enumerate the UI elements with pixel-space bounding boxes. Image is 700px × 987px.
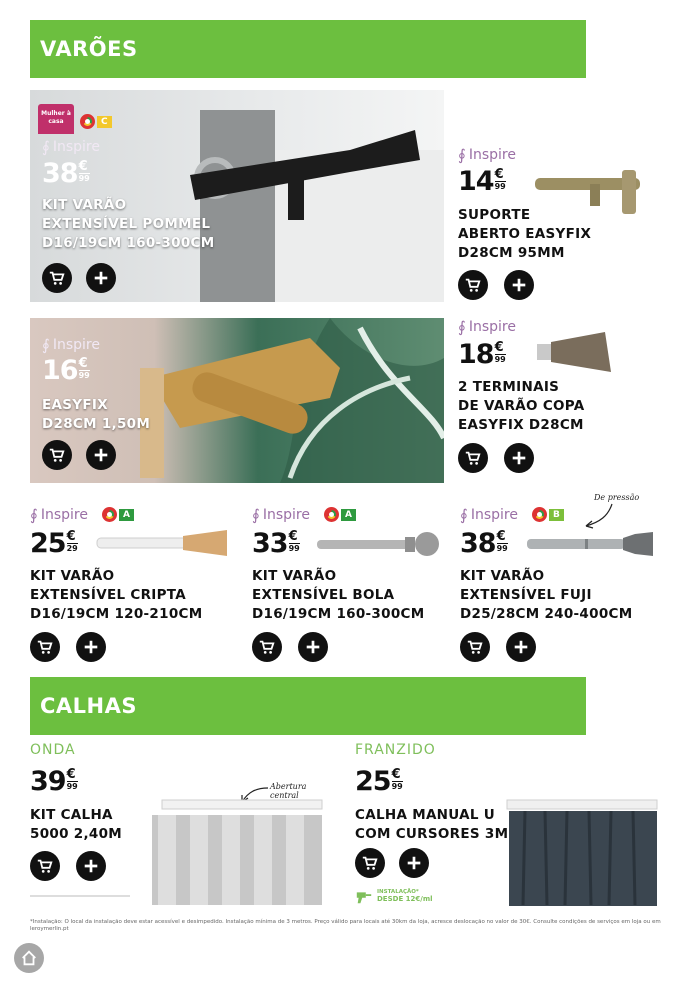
- price: [355, 768, 403, 795]
- price-cents: 99: [78, 174, 90, 183]
- price-cents: 99: [391, 782, 403, 791]
- price-integer: 16: [42, 355, 78, 386]
- title-line: D25/28CM 240-400CM: [460, 606, 633, 622]
- title-line: KIT VARÃO: [252, 568, 337, 584]
- title-line: DE VARÃO COPA: [458, 398, 585, 414]
- energy-icon: [532, 507, 547, 522]
- brand-label: [42, 336, 100, 354]
- price-cents: 99: [494, 355, 506, 364]
- energy-badge: [324, 507, 356, 522]
- price: [460, 530, 508, 557]
- add-to-cart-button[interactable]: [30, 632, 60, 662]
- brand-name: Inspire: [470, 507, 518, 523]
- add-to-cart-button[interactable]: [458, 270, 488, 300]
- price-cents: 99: [494, 182, 506, 191]
- plus-icon: [82, 638, 100, 656]
- price: [252, 530, 300, 557]
- price-integer: 14: [458, 166, 494, 197]
- add-button[interactable]: [298, 632, 328, 662]
- price-cents: 29: [66, 544, 78, 553]
- add-to-cart-button[interactable]: [42, 440, 72, 470]
- title-line: CALHA MANUAL U: [355, 807, 496, 823]
- subcategory-label: ONDA: [30, 742, 76, 758]
- energy-icon: [80, 114, 95, 129]
- brand-label: [458, 146, 516, 164]
- energy-letter: A: [341, 509, 356, 521]
- install-price: DESDE 12€/ml: [377, 895, 433, 903]
- title-line: EXTENSÍVEL FUJI: [460, 587, 592, 603]
- add-button[interactable]: [399, 848, 429, 878]
- add-to-cart-button[interactable]: [458, 443, 488, 473]
- inspire-logo-icon: ∮: [42, 138, 50, 156]
- title-line: D16/19CM 120-210CM: [30, 606, 203, 622]
- title-line: D28CM 1,50M: [42, 416, 151, 432]
- price-integer: 25: [30, 528, 66, 559]
- price-currency: €: [78, 159, 88, 174]
- cart-icon: [36, 638, 54, 656]
- callout-text: Abertura central: [270, 782, 307, 800]
- add-button[interactable]: [506, 632, 536, 662]
- subcategory-label: FRANZIDO: [355, 742, 436, 758]
- price-currency: €: [494, 167, 504, 182]
- price: [42, 160, 90, 187]
- rod-cripta-illustration: [95, 528, 230, 558]
- plus-icon: [510, 449, 528, 467]
- brand-name: Inspire: [40, 507, 88, 523]
- add-to-cart-button[interactable]: [42, 263, 72, 293]
- add-button[interactable]: [504, 270, 534, 300]
- add-button[interactable]: [76, 851, 106, 881]
- inspire-logo-icon: ∮: [460, 506, 468, 524]
- product-title: [458, 378, 585, 435]
- energy-letter: A: [119, 509, 134, 521]
- price-integer: 25: [355, 766, 391, 797]
- callout-pressao: [594, 493, 639, 502]
- price-integer: 39: [30, 766, 66, 797]
- divider: [30, 895, 130, 897]
- product-title: [460, 567, 632, 624]
- brand-name: Inspire: [52, 337, 100, 353]
- price-currency: €: [494, 340, 504, 355]
- title-line: EXTENSÍVEL POMMEL: [42, 216, 211, 232]
- price-currency: €: [496, 529, 506, 544]
- price: [458, 168, 506, 195]
- product-title: [458, 206, 591, 263]
- add-to-cart-button[interactable]: [460, 632, 490, 662]
- energy-badge: [80, 114, 112, 129]
- plus-icon: [92, 446, 110, 464]
- title-line: D16/19CM 160-300CM: [42, 235, 215, 251]
- brand-label: [252, 506, 310, 524]
- price-currency: €: [78, 356, 88, 371]
- price-cents: 99: [288, 544, 300, 553]
- energy-letter: B: [549, 509, 564, 521]
- product-title: [42, 396, 150, 434]
- section-title: VARÕES: [40, 37, 138, 61]
- title-line: EASYFIX: [42, 397, 108, 413]
- title-line: KIT VARÃO: [460, 568, 545, 584]
- plus-icon: [510, 276, 528, 294]
- price-currency: €: [66, 529, 76, 544]
- price: [30, 530, 78, 557]
- price-currency: €: [288, 529, 298, 544]
- section-header-varoes: [30, 20, 586, 78]
- badge-mulher-casa: [38, 104, 74, 134]
- plus-icon: [405, 854, 423, 872]
- add-button[interactable]: [86, 440, 116, 470]
- price-currency: €: [66, 767, 76, 782]
- brand-label: [30, 506, 88, 524]
- price: [458, 341, 506, 368]
- product-title: [252, 567, 424, 624]
- brand-name: Inspire: [468, 319, 516, 335]
- inspire-logo-icon: ∮: [30, 506, 38, 524]
- price-integer: 38: [460, 528, 496, 559]
- energy-badge: [532, 507, 564, 522]
- section-header-calhas: [30, 677, 586, 735]
- title-line: EXTENSÍVEL BOLA: [252, 587, 395, 603]
- cart-icon: [258, 638, 276, 656]
- product-title: [42, 196, 214, 253]
- plus-icon: [82, 857, 100, 875]
- plus-icon: [512, 638, 530, 656]
- title-line: 5000 2,40M: [30, 826, 123, 842]
- add-to-cart-button[interactable]: [355, 848, 385, 878]
- installation-badge: [355, 887, 433, 905]
- inspire-logo-icon: ∮: [252, 506, 260, 524]
- title-line: ABERTO EASYFIX: [458, 226, 592, 242]
- brand-label: [42, 138, 100, 156]
- title-line: SUPORTE: [458, 207, 531, 223]
- footnote: *Instalação: O local da instalação deve estar acessível e desimpedido. Instalação mínima de 3 metros. Preço válido para locais até 30km da loja, acresce deslocação no valor de 30€. Consulte condições de serviços em loja ou em leroymerlin.pt: [30, 919, 661, 932]
- title-line: EASYFIX D28CM: [458, 417, 584, 433]
- title-line: KIT CALHA: [30, 807, 113, 823]
- rod-bola-illustration: [315, 526, 440, 562]
- price-integer: 33: [252, 528, 288, 559]
- wave-curtain-illustration: [150, 797, 325, 905]
- inspire-logo-icon: ∮: [458, 318, 466, 336]
- title-line: KIT VARÃO: [42, 197, 127, 213]
- price-integer: 18: [458, 339, 494, 370]
- title-line: COM CURSORES 3M: [355, 826, 509, 842]
- energy-badge: [102, 507, 134, 522]
- finial-illustration: [535, 330, 615, 375]
- rod-fuji-illustration: [525, 528, 655, 560]
- product-title: [355, 806, 508, 844]
- title-line: D16/19CM 160-300CM: [252, 606, 425, 622]
- title-line: D28CM 95MM: [458, 245, 565, 261]
- energy-icon: [102, 507, 117, 522]
- brand-name: Inspire: [468, 147, 516, 163]
- brand-label: [460, 506, 518, 524]
- price-cents: 99: [496, 544, 508, 553]
- add-to-cart-button[interactable]: [30, 851, 60, 881]
- section-title: CALHAS: [40, 694, 137, 718]
- add-button[interactable]: [86, 263, 116, 293]
- brand-label: [458, 318, 516, 336]
- price: [42, 357, 90, 384]
- inspire-logo-icon: ∮: [458, 146, 466, 164]
- install-label: INSTALAÇÃO*: [377, 889, 419, 895]
- title-line: EXTENSÍVEL CRIPTA: [30, 587, 187, 603]
- cart-icon: [466, 638, 484, 656]
- add-button[interactable]: [504, 443, 534, 473]
- badge-text: Mulher à casa: [41, 110, 71, 125]
- title-line: KIT VARÃO: [30, 568, 115, 584]
- product-title: [30, 806, 122, 844]
- cart-icon: [464, 449, 482, 467]
- cart-icon: [48, 269, 66, 287]
- cart-icon: [464, 276, 482, 294]
- brand-name: Inspire: [262, 507, 310, 523]
- add-to-cart-button[interactable]: [252, 632, 282, 662]
- drill-icon: [355, 887, 373, 905]
- price-cents: 99: [66, 782, 78, 791]
- energy-letter: C: [97, 116, 112, 128]
- brand-name: Inspire: [52, 139, 100, 155]
- product-title: [30, 567, 202, 624]
- price-integer: 38: [42, 158, 78, 189]
- title-line: 2 TERMINAIS: [458, 379, 560, 395]
- callout-text: De pressão: [594, 493, 640, 502]
- home-icon: [20, 949, 38, 967]
- gathered-curtain-illustration: [505, 797, 660, 907]
- energy-icon: [324, 507, 339, 522]
- price: [30, 768, 78, 795]
- plus-icon: [92, 269, 110, 287]
- inspire-logo-icon: ∮: [42, 336, 50, 354]
- cart-icon: [36, 857, 54, 875]
- price-cents: 99: [78, 371, 90, 380]
- price-currency: €: [391, 767, 401, 782]
- cart-icon: [361, 854, 379, 872]
- home-button[interactable]: [14, 943, 44, 973]
- add-button[interactable]: [76, 632, 106, 662]
- plus-icon: [304, 638, 322, 656]
- cart-icon: [48, 446, 66, 464]
